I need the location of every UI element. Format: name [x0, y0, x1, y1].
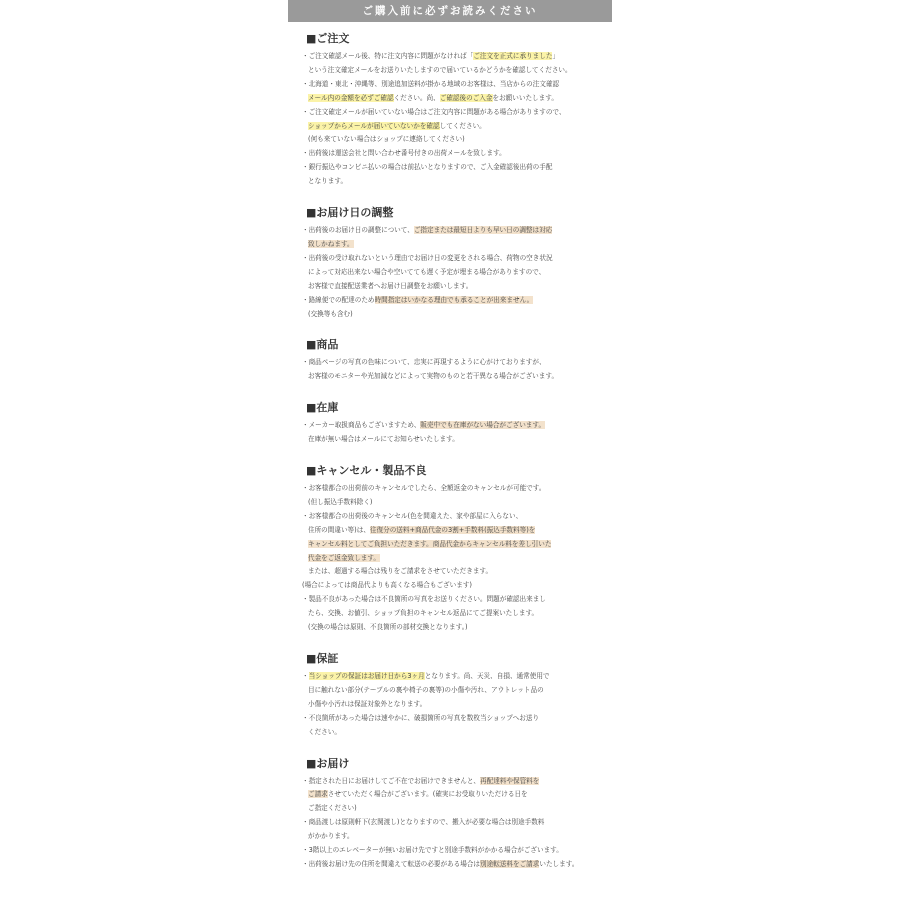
text-segment: ・3階以上のエレベーターが無いお届け先ですと別途手数料がかかる場合がございます。: [302, 846, 563, 855]
notice-line: [302, 496, 602, 510]
highlighted-text: 代金をご返金致します。: [308, 553, 381, 562]
highlighted-text: メール内の金額を必ずご確認: [308, 93, 394, 102]
notice-line: [302, 670, 602, 684]
section-title: ■在庫: [306, 401, 339, 415]
text-segment: ください。尚、: [393, 93, 440, 102]
notice-line: [302, 356, 602, 370]
notice-line: [302, 266, 602, 280]
notice-line: [302, 147, 602, 161]
notice-section: [302, 648, 602, 753]
notice-line: [302, 830, 602, 844]
notice-line: [302, 252, 602, 266]
highlighted-text: 再配達料や保管料を: [480, 776, 540, 785]
highlighted-text: 別途転送料をご請求: [480, 859, 540, 868]
notice-line: [302, 524, 602, 538]
notice-line: [302, 120, 602, 134]
notice-line: [302, 607, 602, 621]
notice-line: [302, 133, 602, 147]
notice-line: [302, 788, 602, 802]
text-segment: (交換の場合は原則、不良箇所の部材交換となります。): [308, 623, 468, 632]
text-segment: ・指定された日にお届けしてご不在でお届けできませんと、: [302, 776, 481, 785]
text-segment: をお願いいたします。: [492, 93, 558, 102]
text-segment: いたします。: [539, 859, 579, 868]
text-segment: (但し振込手数料除く): [308, 497, 373, 506]
notice-line: [302, 280, 602, 294]
notice-line: [302, 579, 602, 593]
text-segment: ・: [302, 672, 309, 680]
text-segment: という注文確定メールをお送りいたしますので届いているかどうかを確認してください。: [308, 65, 572, 74]
notice-line: [302, 816, 602, 830]
text-segment: ・路線便での配達のため: [302, 295, 375, 304]
notice-section: [302, 753, 602, 872]
text-segment: がかかります。: [308, 832, 354, 841]
text-segment: となります。尚、天災、自損、通常使用で: [424, 672, 550, 680]
text-segment: ・お客様都合の出荷前のキャンセルでしたら、全額返金のキャンセルが可能です。: [302, 484, 546, 493]
text-segment: ・出荷後お届け先の住所を間違えて転送の必要がある場合は: [302, 859, 481, 868]
notice-line: [302, 370, 602, 384]
section-title: ■お届け: [306, 756, 350, 770]
section-title: ■ご注文: [306, 32, 350, 45]
text-segment: によって対応出来ない場合や空いてても遅く予定が埋まる場合がありますので、: [308, 267, 546, 276]
notice-line: [302, 64, 602, 78]
highlighted-text: 商品代金からキャンセル料を差し引いた: [432, 539, 552, 548]
text-segment: ください。: [308, 727, 341, 736]
text-segment: 住所の間違い等)は、: [308, 525, 370, 534]
notice-line: [302, 238, 602, 252]
text-segment: させていただく場合がございます。(確実にお受取りいただける日を: [327, 790, 528, 799]
text-segment: ・ご注文確定メールが届いていない場合はご注文内容に問題がある場合がありますので、: [302, 107, 566, 116]
notice-line: [302, 419, 602, 433]
text-segment: ・北海道・東北・沖縄等、別途追加送料が掛かる地域のお客様は、当店からの注文確認: [302, 79, 560, 88]
text-segment: ・製品不良があった場合は不良箇所の写真をお送りください。問題が確認出来まし: [302, 595, 546, 604]
highlighted-text: 致しかねます。: [308, 239, 354, 248]
highlighted-text: 時間指定はいかなる理由でも承ることが出来ません。: [374, 295, 534, 304]
notice-line: [302, 802, 602, 816]
notice-line: [302, 552, 602, 566]
section-gap: [302, 740, 602, 753]
text-segment: ・お客様都合の出荷後のキャンセル(色を間違えた、家や部屋に入らない、: [302, 511, 523, 520]
text-segment: ・メーカー取扱商品もございますため、: [302, 421, 421, 430]
text-segment: または、超過する場合は残りをご請求をさせていただきます。: [308, 567, 493, 576]
notice-section: [302, 202, 602, 334]
notice-sheet: [288, 0, 612, 900]
notice-banner: ご購入前に必ずお読みください: [288, 0, 612, 22]
section-gap: [302, 635, 602, 648]
section-title: ■キャンセル・製品不良: [306, 464, 427, 478]
text-segment: となります。: [308, 177, 348, 186]
text-segment: ・ご注文確認メール後、特に注文内容に問題がなければ「: [302, 52, 474, 60]
highlighted-text: 往復分の送料+商品代金の3割+手数料(振込手数料等)を: [369, 525, 536, 534]
text-segment: ・商品ページの写真の色味について、忠実に再現するように心がけておりますが、: [302, 358, 546, 367]
notice-line: [302, 92, 602, 106]
text-segment: してください。: [439, 121, 486, 130]
notice-section: [302, 460, 602, 648]
section-gap: [302, 321, 602, 334]
section-title: ■保証: [306, 652, 339, 665]
notice-line: [302, 433, 602, 447]
notice-line: [302, 621, 602, 635]
notice-line: [302, 565, 602, 579]
notice-line: [302, 308, 602, 322]
section-title: ■お届け日の調整: [306, 206, 394, 220]
text-segment: 目に触れない部分(テーブルの裏や椅子の裏等)の小傷や汚れ、アウトレット品の: [308, 685, 544, 694]
notice-line: [302, 684, 602, 698]
notice-line: [302, 538, 602, 552]
section-gap: [302, 447, 602, 460]
highlighted-text: ご指定または最短日よりも早い日の調整は対応: [413, 226, 553, 235]
text-segment: (何も来ていない場合はショップに連絡してください): [308, 135, 465, 144]
notice-line: [302, 106, 602, 120]
text-segment: 」: [552, 52, 560, 60]
notice-line: [302, 726, 602, 740]
text-segment: ・出荷後のお届け日の調整について、: [302, 226, 414, 235]
highlighted-text: 当ショップの保証はお届け日から3ヶ月: [308, 672, 425, 680]
notice-line: [302, 510, 602, 524]
text-segment: (場合によっては商品代よりも高くなる場合もございます): [302, 581, 472, 590]
highlighted-text: ショップからメールが届いていないかを確認: [308, 121, 440, 130]
section-gap: [302, 189, 602, 202]
section-title: ■商品: [306, 338, 339, 352]
highlighted-text: ご注文を正式に承りました: [473, 52, 553, 60]
notice-line: [302, 858, 602, 872]
notice-line: [302, 712, 602, 726]
section-gap: [302, 384, 602, 397]
notice-section: [302, 28, 602, 202]
notice-line: [302, 224, 602, 238]
highlighted-text: キャンセル料としてご負担いただきます。: [308, 539, 433, 548]
notice-line: [302, 50, 602, 64]
notice-section: [302, 334, 602, 397]
notice-line: [302, 294, 602, 308]
notice-line: [302, 482, 602, 496]
highlighted-text: ご請求: [308, 790, 328, 799]
notice-line: [302, 698, 602, 712]
notice-section: [302, 397, 602, 460]
notice-line: [302, 775, 602, 789]
text-segment: ・銀行振込やコンビニ払いの場合は前払いとなりますので、ご入金確認後出荷の手配: [302, 163, 553, 172]
notice-line: [302, 78, 602, 92]
text-segment: 在庫が無い場合はメールにてお知らせいたします。: [308, 435, 459, 444]
notice-line: [302, 844, 602, 858]
text-segment: お客様のモニターや光加減などによって実物のものと若干異なる場合がございます。: [308, 372, 559, 381]
text-segment: ・商品渡しは原則軒下(玄関渡し)となりますので、搬入が必要な場合は別途手数料: [302, 818, 545, 827]
text-segment: たら、交換、お値引、ショップ負担のキャンセル返品にてご提案いたします。: [308, 609, 539, 618]
text-segment: ・出荷後の受け取れないという理由でお届け日の変更をされる場合、荷物の空き状況: [302, 253, 553, 262]
highlighted-text: 販売中でも在庫がない場合がございます。: [420, 421, 546, 430]
notice-line: [302, 593, 602, 607]
text-segment: ・不良箇所があった場合は速やかに、破損箇所の写真を数枚当ショップへお送り: [302, 713, 540, 722]
notice-content: [288, 22, 612, 872]
text-segment: (交換等も含む): [308, 309, 353, 318]
highlighted-text: ご確認後のご入金: [439, 93, 493, 102]
text-segment: ・出荷後は運送会社と問い合わせ番号付きの出荷メールを致します。: [302, 149, 506, 158]
text-segment: 小傷や小汚れは保証対象外となります。: [308, 699, 427, 708]
text-segment: ご指定ください): [308, 804, 357, 813]
text-segment: お客様で直接配送業者へお届け日調整をお願いします。: [308, 281, 473, 290]
notice-line: [302, 175, 602, 189]
notice-line: [302, 161, 602, 175]
